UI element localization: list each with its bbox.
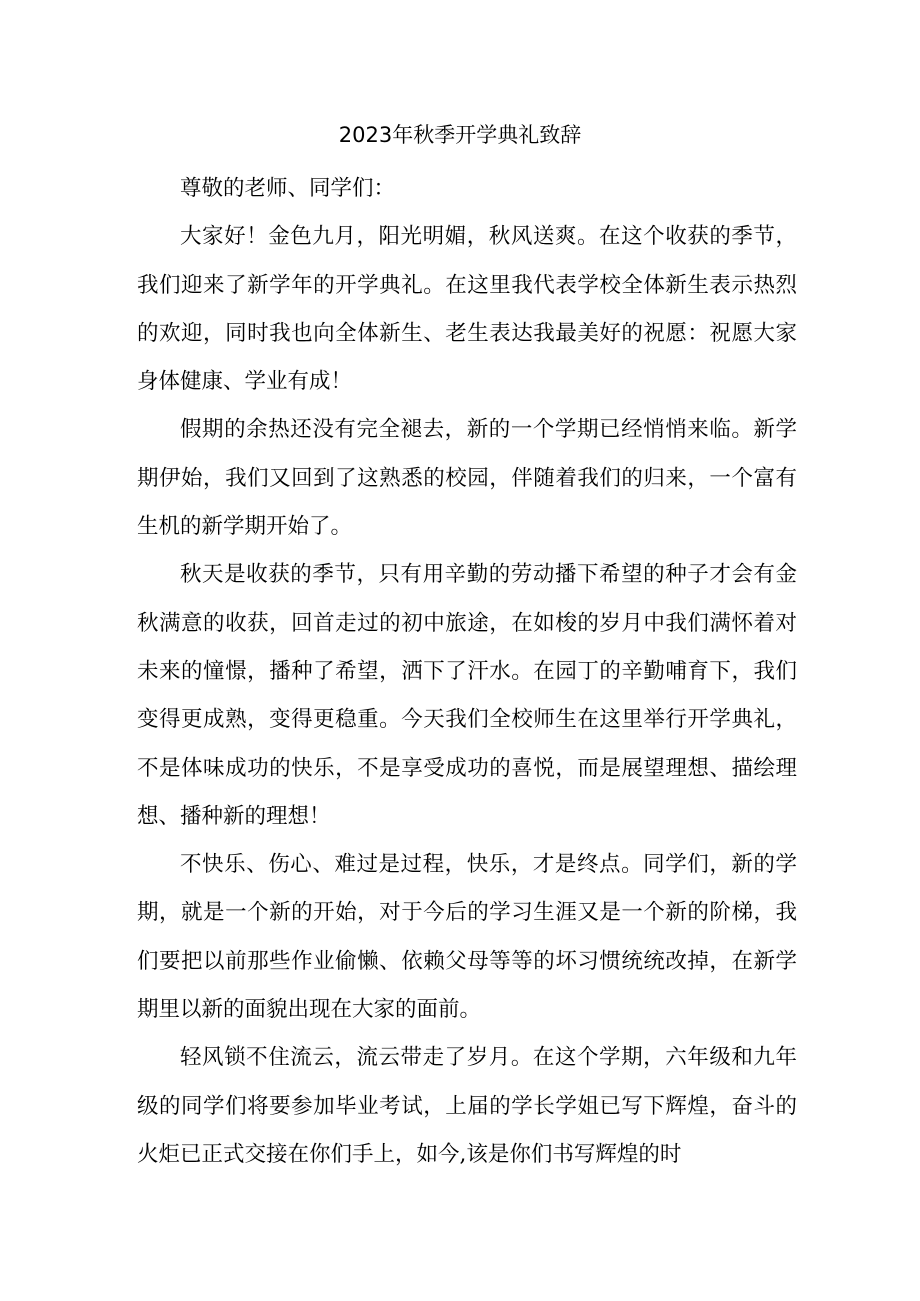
document-body: [137, 165, 797, 1179]
salutation: 尊敬的老师、同学们：: [180, 176, 396, 201]
paragraph: 轻风锁不住流云，流云带走了岁月。在这个学期，六年级和九年级的同学们将要参加毕业考试，上届的学长学姐已写下辉煌，奋斗的火炬已正式交接在你们手上，如今,该是你们书写辉煌的时: [137, 1045, 797, 1167]
paragraph: 假期的余热还没有完全褪去，新的一个学期已经悄悄来临。新学期伊始，我们又回到了这熟悉的校园，伴随着我们的归来，一个富有生机的新学期开始了。: [137, 417, 797, 540]
paragraph: 秋天是收获的季节，只有用辛勤的劳动播下希望的种子才会有金秋满意的收获，回首走过的初中旅途，在如梭的岁月中我们满怀着对未来的憧憬，播种了希望，洒下了汗水。在园丁的辛勤哺育下，我们变得更成熟，变得更稳重。今天我们全校师生在这里举行开学典礼，不是体味成功的快乐，不是享受成功的喜悦，而是展望理想、描绘理想、播种新的理想！: [137, 562, 797, 829]
document-title: 2023年秋季开学典礼致辞: [338, 123, 582, 147]
paragraph: 不快乐、伤心、难过是过程，快乐，才是终点。同学们，新的学期，就是一个新的开始，对于今后的学习生涯又是一个新的阶梯，我们要把以前那些作业偷懒、依赖父母等等的坏习惯统统改掉，在新学期里以新的面貌出现在大家的面前。: [137, 852, 797, 1023]
paragraph: 大家好！金色九月，阳光明媚，秋风送爽。在这个收获的季节，我们迎来了新学年的开学典礼。在这里我代表学校全体新生表示热烈的欢迎，同时我也向全体新生、老生表达我最美好的祝愿：祝愿大家身体健康、学业有成！: [137, 224, 797, 395]
